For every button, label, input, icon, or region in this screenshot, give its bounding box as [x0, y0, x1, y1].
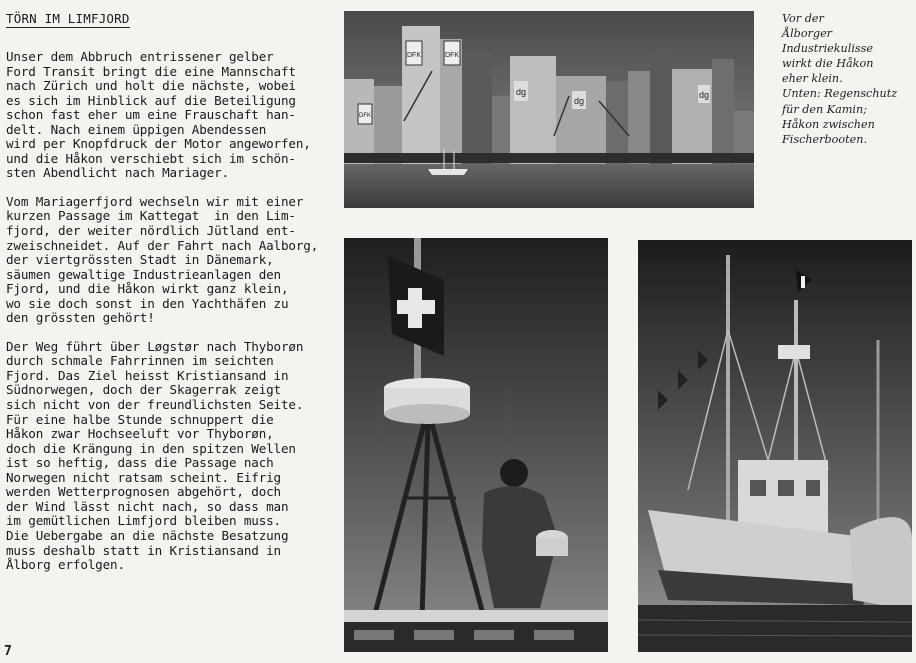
photo-aalborg-industry — [344, 11, 754, 208]
paragraph-3: Der Weg führt über Løgstør nach Thyborøn durch schmale Fahrrinnen im seichten Fjord. Das Ziel heisst Kristiansand in Südnorwegen, doch der Skagerrak zeigt sich nicht von der freundlichsten Seite. Für eine halbe Stunde schnuppert die Håkon zwar Hochseeluft vor Thyborøn, doch die Krängung in den spitzen Wellen ist so heftig, dass die Passage nach Norwegen nicht ratsam scheint. Eifrig werden Wetterprognosen abgehört, doch der Wind lässt nicht nach, so dass man im gemütlichen Limfjord bleiben muss. Die Uebergabe an die nächste Besatzung muss deshalb statt in Kristiansand in Ålborg erfolgen. — [6, 338, 304, 573]
logo-label: DFK — [407, 52, 421, 59]
paragraph-1: Unser dem Abbruch entrissener gelber Ford Transit bringt die eine Mannschaft nach Zürich und holt die nächste, wobei es sich im Hinblick auf die Beteiligung schon fast eher um eine Frauschaft han- delt. Nach einem üppigen Abendessen wird per Knopfdruck der Motor angeworfen, und die Håkon verschiebt sich im schön- sten Abendlicht nach Mariager. — [6, 49, 311, 181]
article-title: TÖRN IM LIMFJORD — [6, 11, 130, 26]
logo-label: DFK — [359, 113, 371, 119]
logo-label: dg — [698, 90, 710, 100]
photo-fishing-boats — [638, 240, 912, 652]
paragraph-2: Vom Mariagerfjord wechseln wir mit einer kurzen Passage im Kattegat in den Lim- fjord, der weiter nördlich Jütland ent- zweischneidet. Auf der Fahrt nach Aalborg, der viertgrössten Stadt in Dänemark, säumen gewaltige Industrieanlagen den Fjord, und die Håkon wirkt ganz klein, wo sie doch sonst in den Yachthäfen zu den grössten gehört! — [6, 193, 319, 326]
page-number: 7 — [4, 644, 12, 659]
logo-label: dg — [573, 96, 585, 106]
photo-caption: Vor der Ålborger Industriekulisse wirkt die Håkon eher klein. Unten: Regenschutz für den Kamin; Håkon zwischen Fischerbooten. — [782, 12, 898, 146]
article-column — [6, 8, 319, 587]
photo-mast-swiss-flag — [344, 238, 608, 652]
logo-label: DFK — [445, 52, 459, 59]
logo-label: dg — [515, 87, 527, 97]
